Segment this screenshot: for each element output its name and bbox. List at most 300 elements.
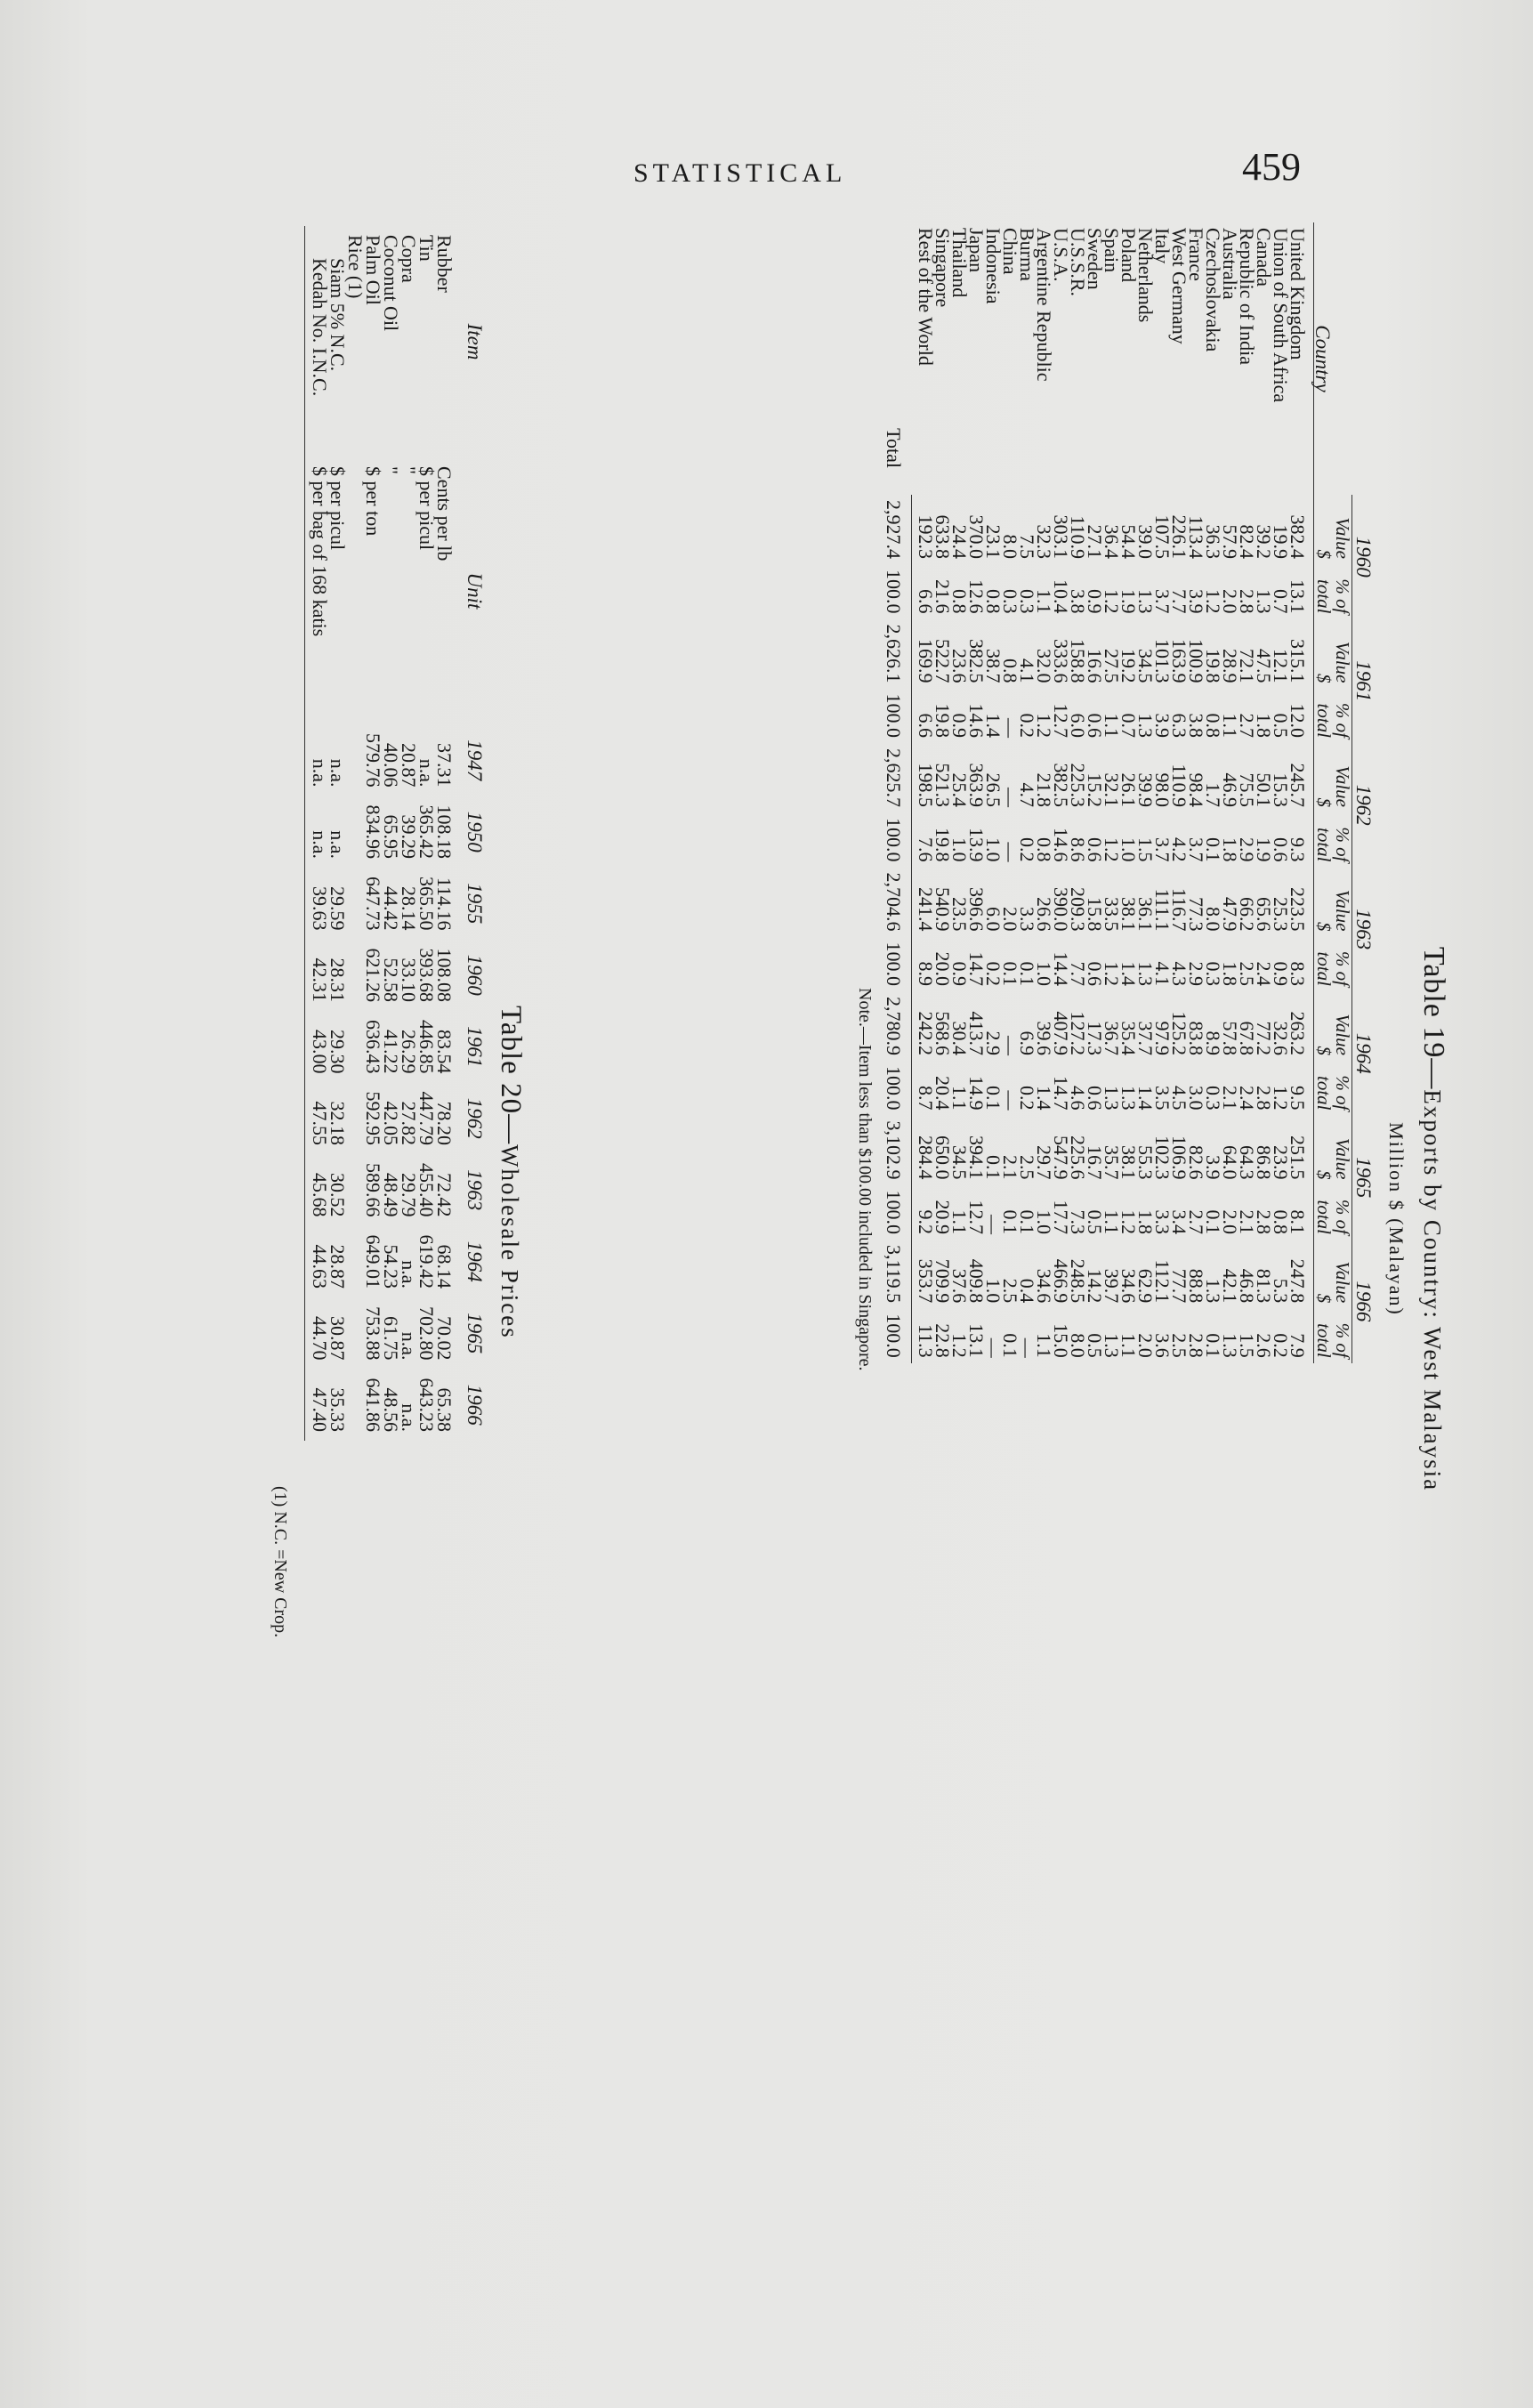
value-cell: 110.9 — [1168, 764, 1190, 807]
value-cell: 39.9 — [1134, 772, 1157, 807]
price-cell: 42.31 — [305, 940, 329, 1012]
price-column-header: 1964 — [464, 1240, 486, 1282]
price-column-header: 1950 — [464, 811, 486, 852]
pct-cell: 14.7 — [965, 951, 988, 986]
price-cell: 45.68 — [305, 1154, 329, 1226]
pct-cell: 6.6 — [915, 713, 937, 738]
price-cell: 43.00 — [305, 1011, 329, 1083]
price-cell: 647.73 — [362, 877, 384, 931]
pct-cell: 11.3 — [915, 1324, 937, 1358]
pct-cell: 1.9 — [1253, 837, 1275, 862]
pct-cell: 2.8 — [1253, 1086, 1275, 1111]
country-name: Singapore — [932, 228, 954, 308]
price-cell: 41.22 — [380, 1030, 402, 1074]
value-cell: 113.4 — [1185, 515, 1207, 559]
value-cell: 303.1 — [1050, 514, 1072, 559]
exports-table — [883, 222, 1375, 1363]
value-cell: 198.5 — [915, 763, 937, 807]
pct-cell: 14.6 — [965, 703, 988, 738]
value-header-unit: $ — [1313, 1293, 1335, 1304]
pct-cell: 2.6 — [1253, 1333, 1275, 1358]
pct-cell: 0.9 — [948, 961, 971, 986]
value-cell: — — [999, 1036, 1021, 1055]
pct-header-line2: total — [1313, 578, 1335, 614]
pct-cell: 0.5 — [1084, 1209, 1106, 1234]
value-cell: 353.7 — [915, 1258, 937, 1304]
year-header: 1964 — [1352, 991, 1373, 1116]
value-cell: 112.1 — [1151, 1259, 1174, 1304]
price-cell: 446.85 — [416, 1020, 438, 1074]
pct-header — [1314, 937, 1352, 992]
value-cell: 101.3 — [1151, 639, 1174, 683]
price-column-header: 1961 — [464, 1026, 486, 1068]
pct-cell: 7.6 — [915, 837, 937, 862]
value-cell: 38.7 — [982, 649, 1005, 683]
pct-cell: 14.9 — [965, 1076, 988, 1111]
pct-cell: 3.8 — [1067, 589, 1089, 614]
pct-cell: 1.0 — [948, 837, 971, 862]
price-cell — [346, 1154, 364, 1226]
pct-cell: 0.2 — [1270, 1333, 1292, 1358]
price-column-header: 1966 — [464, 1384, 486, 1426]
pct-cell: 0.1 — [1202, 1333, 1224, 1358]
wholesale-prices-table — [304, 226, 486, 1441]
price-cell: 30.52 — [327, 1173, 349, 1217]
pct-header — [1314, 1308, 1352, 1363]
value-header-unit: $ — [1313, 1170, 1335, 1180]
pct-cell: 1.8 — [1134, 1209, 1157, 1234]
price-cell — [346, 868, 364, 940]
pct-cell: 2.8 — [1185, 1333, 1207, 1358]
pct-cell: 7.9 — [1287, 1333, 1309, 1358]
value-cell: 7.5 — [1016, 534, 1038, 559]
value-cell: 23.6 — [948, 649, 971, 683]
country-name: China — [999, 228, 1021, 275]
pct-cell: 3.9 — [1185, 589, 1207, 614]
value-cell: 36.3 — [1202, 524, 1224, 559]
pct-header-line1: % of — [1332, 1075, 1353, 1111]
year-header: 1963 — [1352, 868, 1373, 992]
pct-cell: 0.8 — [1202, 713, 1224, 738]
price-cell — [346, 940, 364, 1012]
value-cell: 33.5 — [1101, 897, 1123, 932]
table-row — [917, 222, 934, 1363]
value-cell: 16.7 — [1084, 1145, 1106, 1180]
value-cell: 27.1 — [1084, 524, 1106, 559]
value-cell: 19.8 — [1202, 649, 1224, 683]
price-cell: 47.40 — [305, 1370, 329, 1442]
pct-cell: 3.5 — [1151, 1086, 1174, 1111]
value-cell: 64.3 — [1236, 1145, 1258, 1180]
pct-cell: 0.6 — [1270, 837, 1292, 862]
total-cell: 100.0 — [885, 812, 912, 868]
total-label: Total — [883, 428, 906, 468]
value-header — [1314, 1240, 1352, 1308]
country-name: Rest of the World — [915, 228, 937, 366]
country-name: Republic of India — [1236, 228, 1258, 365]
price-column-header: 1965 — [464, 1313, 486, 1354]
value-cell: 1.3 — [1202, 1278, 1224, 1304]
total-cell: 100.0 — [885, 689, 912, 744]
value-cell: 77.2 — [1253, 1021, 1275, 1055]
value-cell: 88.8 — [1185, 1268, 1207, 1304]
price-cell — [346, 1370, 364, 1442]
price-column-header: 1960 — [464, 954, 486, 996]
value-cell: 409.8 — [965, 1258, 988, 1304]
value-cell: 26.1 — [1117, 772, 1140, 807]
pct-cell: 1.1 — [948, 1086, 971, 1111]
value-cell: 32.0 — [1033, 649, 1055, 683]
value-cell: 8.9 — [1202, 1030, 1224, 1055]
pct-cell: 0.3 — [1202, 1086, 1224, 1111]
price-column-header: 1962 — [464, 1097, 486, 1139]
price-row — [435, 226, 453, 1441]
price-cell: 35.33 — [327, 1387, 349, 1432]
value-header — [1314, 868, 1352, 937]
value-cell: 30.4 — [948, 1021, 971, 1055]
value-cell: 35.4 — [1117, 1021, 1140, 1055]
value-cell: 1.0 — [982, 1278, 1005, 1304]
value-cell: 57.9 — [1219, 524, 1241, 559]
value-cell: 2.1 — [999, 1155, 1021, 1180]
year-header: 1962 — [1352, 743, 1373, 868]
pct-cell: 8.1 — [1287, 1209, 1309, 1234]
price-cell: 44.70 — [305, 1297, 329, 1370]
pct-header-line2: total — [1313, 1323, 1335, 1358]
pct-cell: 6.3 — [1168, 713, 1190, 738]
pct-cell: 1.2 — [1202, 589, 1224, 614]
year-header: 1961 — [1352, 619, 1373, 744]
pct-cell: 1.1 — [1101, 713, 1123, 738]
pct-cell: 17.7 — [1050, 1200, 1072, 1234]
table-20-footnote: (1) N.C. =New Crop. — [270, 1486, 290, 1638]
pct-cell: 1.3 — [1101, 1333, 1123, 1358]
pct-cell: 4.5 — [1168, 1086, 1190, 1111]
price-column-header: Unit — [464, 572, 486, 610]
price-cell: 641.86 — [362, 1378, 384, 1432]
price-cell: n.a. — [398, 1260, 420, 1289]
value-cell: 390.0 — [1050, 887, 1072, 932]
value-cell: 66.2 — [1236, 897, 1258, 932]
country-name: Burma — [1016, 228, 1038, 281]
pct-cell: 2.7 — [1185, 1209, 1207, 1234]
value-cell: 46.8 — [1236, 1268, 1258, 1304]
value-cell: 67.8 — [1236, 1021, 1258, 1055]
value-cell: 158.8 — [1067, 639, 1089, 683]
pct-cell: 0.3 — [1202, 961, 1224, 986]
pct-cell: 1.1 — [1033, 1333, 1055, 1358]
price-column-header: 1963 — [464, 1169, 486, 1211]
total-cell: 100.0 — [885, 937, 912, 992]
value-cell: 36.7 — [1101, 1021, 1123, 1055]
value-cell: 3.9 — [1202, 1155, 1224, 1180]
value-cell: 55.3 — [1134, 1145, 1157, 1180]
price-unit: $ per picul — [416, 466, 438, 551]
value-cell: 251.5 — [1287, 1135, 1309, 1180]
pct-cell: 2.5 — [1236, 961, 1258, 986]
value-cell: 226.1 — [1168, 514, 1190, 559]
pct-cell: 0.6 — [1084, 713, 1106, 738]
pct-cell: 0.8 — [1033, 837, 1055, 862]
pct-cell: 7.3 — [1067, 1209, 1089, 1234]
value-cell: 39.6 — [1033, 1021, 1055, 1055]
value-cell: 0.4 — [1016, 1278, 1038, 1304]
pct-cell: 7.7 — [1067, 961, 1089, 986]
pct-cell: 2.0 — [1134, 1333, 1157, 1358]
value-cell: 98.4 — [1185, 772, 1207, 807]
price-cell: 52.58 — [380, 958, 402, 1002]
value-cell: 650.0 — [932, 1135, 954, 1180]
pct-header-line1: % of — [1332, 578, 1353, 614]
country-name: Spain — [1101, 228, 1123, 273]
value-cell: 0.1 — [982, 1155, 1005, 1180]
price-cell: 72.42 — [433, 1173, 456, 1217]
value-cell: 32.6 — [1270, 1021, 1292, 1055]
country-name: Netherlands — [1134, 228, 1157, 323]
value-cell: 633.8 — [932, 514, 954, 559]
pct-cell: 0.7 — [1270, 589, 1292, 614]
pct-cell: 9.3 — [1287, 837, 1309, 862]
value-cell: 34.5 — [948, 1145, 971, 1180]
pct-cell: 4.6 — [1067, 1086, 1089, 1111]
pct-cell: 4.3 — [1168, 961, 1190, 986]
price-cell: n.a. — [398, 1331, 420, 1361]
country-name: Indonesia — [982, 228, 1005, 304]
value-cell: 23.9 — [1270, 1145, 1292, 1180]
value-cell: 284.4 — [915, 1135, 937, 1180]
value-cell: 1.7 — [1202, 782, 1224, 807]
pct-cell: 1.1 — [1117, 1333, 1140, 1358]
price-item: Siam 5% N.C. — [327, 258, 349, 372]
value-cell: 65.6 — [1253, 897, 1275, 932]
pct-cell: 0.6 — [1084, 961, 1106, 986]
country-name: Czechoslovakia — [1202, 228, 1224, 352]
pct-header-line2: total — [1313, 1075, 1335, 1111]
year-header: 1965 — [1352, 1116, 1373, 1240]
value-header-label: Value — [1332, 1261, 1353, 1304]
total-cell: 2,780.9 — [885, 991, 912, 1061]
pct-cell: 12.6 — [965, 579, 988, 614]
value-cell: 23.5 — [948, 897, 971, 932]
price-row — [382, 226, 399, 1441]
header-rule — [1311, 222, 1314, 1363]
price-column-header: Item — [464, 323, 486, 360]
value-cell: 6.0 — [982, 907, 1005, 932]
pct-cell: 6.6 — [915, 589, 937, 614]
pct-cell: 1.1 — [1219, 713, 1241, 738]
value-cell: 34.6 — [1033, 1268, 1055, 1304]
value-cell: 163.9 — [1168, 639, 1190, 683]
country-name: Poland — [1117, 228, 1140, 283]
pct-cell: 2.9 — [1185, 961, 1207, 986]
total-cell: 100.0 — [885, 1061, 912, 1116]
price-cell: 636.43 — [362, 1020, 384, 1074]
value-cell: 39.7 — [1101, 1268, 1123, 1304]
pct-cell: 2.8 — [1253, 1209, 1275, 1234]
pct-cell: 0.8 — [948, 589, 971, 614]
price-cell: 30.87 — [327, 1316, 349, 1361]
pct-cell: 1.2 — [1117, 1209, 1140, 1234]
value-cell: 26.5 — [982, 772, 1005, 807]
value-cell: 568.6 — [932, 1011, 954, 1055]
value-cell: 111.1 — [1151, 888, 1174, 932]
value-cell: 540.9 — [932, 887, 954, 932]
value-cell: 6.9 — [1016, 1030, 1038, 1055]
value-cell: 57.8 — [1219, 1021, 1241, 1055]
value-header — [1314, 1116, 1352, 1185]
total-cell: 2,927.4 — [885, 495, 912, 564]
value-header — [1314, 619, 1352, 689]
value-cell: 35.7 — [1101, 1145, 1123, 1180]
table-20-title — [494, 1006, 527, 2269]
value-header-unit: $ — [1313, 549, 1335, 559]
pct-header — [1314, 1061, 1352, 1116]
pct-header — [1314, 812, 1352, 868]
pct-cell: — — [982, 1337, 1005, 1358]
pct-cell: 12.7 — [1050, 703, 1072, 738]
country-name: Argentine Republic — [1033, 228, 1055, 382]
pct-header-line2: total — [1313, 1200, 1335, 1234]
pct-cell: 8.9 — [915, 961, 937, 986]
pct-cell: 21.6 — [932, 579, 954, 614]
price-cell: 33.10 — [398, 958, 420, 1002]
pct-cell: 0.9 — [948, 713, 971, 738]
price-cell: n.a. — [305, 724, 329, 796]
value-cell: 47.5 — [1253, 649, 1275, 683]
price-cell: 32.18 — [327, 1101, 349, 1145]
value-cell: 110.9 — [1067, 515, 1089, 559]
pct-cell: 1.9 — [1117, 589, 1140, 614]
value-cell: 46.9 — [1219, 772, 1241, 807]
price-cell: 28.14 — [398, 886, 420, 931]
price-cell: 54.23 — [380, 1244, 402, 1289]
value-cell: 15.3 — [1270, 772, 1292, 807]
value-cell: 47.9 — [1219, 897, 1241, 932]
value-cell: 382.5 — [965, 639, 988, 683]
pct-cell: 0.1 — [1202, 1209, 1224, 1234]
country-name: Sweden — [1084, 228, 1106, 290]
country-name: U.S.S.R. — [1067, 228, 1089, 297]
value-header-label: Value — [1332, 641, 1353, 683]
price-unit: $ per bag of 168 katis — [305, 457, 329, 724]
pct-cell: 2.4 — [1253, 961, 1275, 986]
value-cell: 38.1 — [1117, 1145, 1140, 1180]
table-19-subtitle: Million $ (Malayan) — [1385, 1122, 1408, 1316]
value-cell: 4.7 — [1016, 782, 1038, 807]
pct-cell: 0.3 — [999, 589, 1021, 614]
pct-cell: 0.9 — [1270, 961, 1292, 986]
country-name: Italy — [1151, 228, 1174, 264]
value-cell: 5.3 — [1270, 1278, 1292, 1304]
price-cell: 37.31 — [433, 743, 456, 788]
pct-cell: 8.3 — [1287, 961, 1309, 986]
country-name: West Germany — [1168, 228, 1190, 344]
price-cell: 39.63 — [305, 868, 329, 940]
pct-cell: 1.2 — [1101, 837, 1123, 862]
value-cell: 466.9 — [1050, 1258, 1072, 1304]
value-cell: 315.1 — [1287, 639, 1309, 683]
value-cell: 370.0 — [965, 514, 988, 559]
pct-cell: 2.7 — [1236, 713, 1258, 738]
value-cell: 27.5 — [1101, 649, 1123, 683]
price-row — [364, 226, 382, 1441]
price-cell: 589.66 — [362, 1163, 384, 1217]
pct-cell: — — [999, 1090, 1021, 1111]
value-header-label: Value — [1332, 1137, 1353, 1180]
pct-cell: — — [999, 718, 1021, 738]
value-cell: 86.8 — [1253, 1145, 1275, 1180]
price-cell: 48.56 — [380, 1387, 402, 1432]
price-cell: n.a. — [327, 758, 349, 788]
pct-cell: 1.3 — [1253, 589, 1275, 614]
pct-cell: 1.0 — [1033, 1209, 1055, 1234]
value-cell: 8.0 — [999, 534, 1021, 559]
pct-cell: 13.9 — [965, 828, 988, 862]
pct-cell: 15.0 — [1050, 1323, 1072, 1358]
value-cell: 547.9 — [1050, 1135, 1072, 1180]
pct-cell: 1.0 — [1117, 837, 1140, 862]
pct-cell: 0.5 — [1084, 1333, 1106, 1358]
value-cell: 225.3 — [1067, 763, 1089, 807]
value-cell: 407.9 — [1050, 1011, 1072, 1055]
total-row — [885, 222, 912, 1363]
price-unit — [346, 457, 364, 724]
pct-cell: 20.9 — [932, 1200, 954, 1234]
value-cell: 25.4 — [948, 772, 971, 807]
pct-cell: 1.2 — [1270, 1086, 1292, 1111]
value-header-label: Value — [1332, 765, 1353, 807]
price-cell: n.a. — [305, 796, 329, 869]
pct-cell: 1.4 — [1033, 1086, 1055, 1111]
pct-cell: 9.2 — [915, 1209, 937, 1234]
pct-cell: 2.0 — [1219, 1209, 1241, 1234]
pct-cell: 3.0 — [1185, 1086, 1207, 1111]
price-unit: " — [398, 466, 420, 474]
price-cell: 28.31 — [327, 958, 349, 1002]
country-name: Union of South Africa — [1270, 228, 1292, 403]
value-cell: 19.9 — [1270, 524, 1292, 559]
total-cell: 3,102.9 — [885, 1116, 912, 1185]
pct-cell: 1.2 — [1033, 713, 1055, 738]
pct-cell: 4.2 — [1168, 837, 1190, 862]
price-cell: 29.59 — [327, 886, 349, 931]
pct-cell: 0.8 — [982, 589, 1005, 614]
pct-cell: 2.4 — [1236, 1086, 1258, 1111]
price-cell: 47.55 — [305, 1083, 329, 1155]
pct-cell: 0.1 — [999, 1209, 1021, 1234]
table-19-note: Note.—Item less than $100.00 included in Singapore. — [855, 988, 875, 1371]
pct-cell: 1.5 — [1236, 1333, 1258, 1358]
pct-cell: 3.7 — [1151, 837, 1174, 862]
pct-cell: 14.7 — [1050, 1076, 1072, 1111]
total-cell: 2,625.7 — [885, 743, 912, 812]
country-name: United Kingdom — [1287, 228, 1309, 360]
table-20 — [270, 222, 569, 2269]
value-cell: 83.8 — [1185, 1021, 1207, 1055]
country-name: Canada — [1253, 228, 1275, 287]
value-cell: 14.2 — [1084, 1268, 1106, 1304]
pct-cell: 8.7 — [915, 1086, 937, 1111]
total-cell: 100.0 — [885, 564, 912, 619]
pct-cell: 1.3 — [1101, 1086, 1123, 1111]
pct-cell: — — [999, 842, 1021, 862]
pct-cell: 3.9 — [1151, 713, 1174, 738]
price-cell: 61.75 — [380, 1316, 402, 1361]
value-cell: 12.1 — [1270, 649, 1292, 683]
price-cell: 643.23 — [416, 1378, 438, 1432]
pct-header-line2: total — [1313, 827, 1335, 862]
value-cell: 62.9 — [1134, 1268, 1157, 1304]
